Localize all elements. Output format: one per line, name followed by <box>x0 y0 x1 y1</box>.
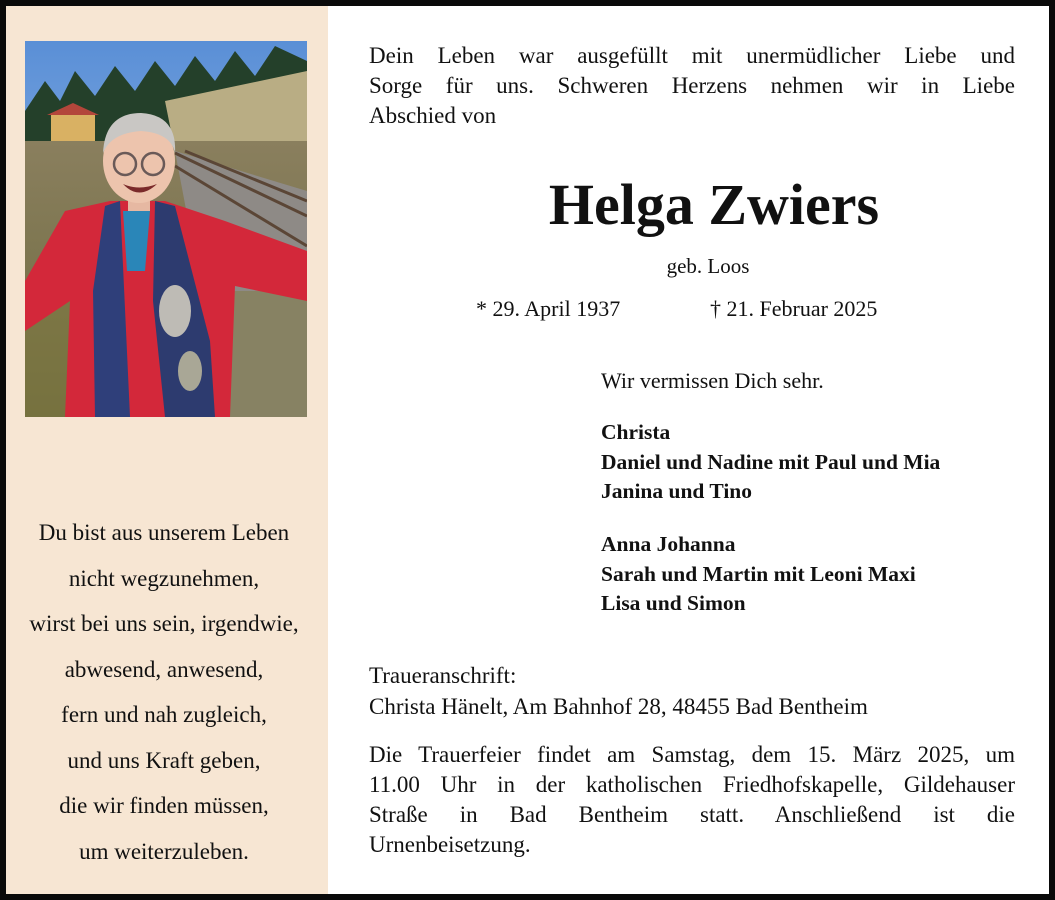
poem-line: und uns Kraft geben, <box>67 747 261 773</box>
deceased-name <box>369 170 1015 240</box>
family-group-1 <box>601 418 940 507</box>
maiden-name <box>369 254 1015 279</box>
family-group-2 <box>601 530 916 619</box>
family-member: Anna Johanna <box>601 532 736 556</box>
intro-line: Dein Leben war ausgefüllt mit unermüdlicher Liebe und <box>369 43 1015 68</box>
portrait-photo <box>25 41 307 417</box>
intro-text <box>369 41 1015 131</box>
death-date: † 21. Februar 2025 <box>710 296 878 321</box>
family-member: Lisa und Simon <box>601 591 746 615</box>
family-member: Sarah und Martin mit Leoni Maxi <box>601 561 916 586</box>
intro-line: Abschied von <box>369 103 497 128</box>
birth-date: * 29. April 1937 <box>476 296 621 321</box>
poem-line: Du bist aus unserem Leben <box>38 520 290 545</box>
poem <box>6 510 322 874</box>
ceremony-line: Urnenbeisetzung. <box>369 832 531 857</box>
poem-line: wirst bei uns sein, irgendwie, <box>29 611 299 636</box>
miss-line: Wir vermissen Dich sehr. <box>601 368 824 393</box>
family-member: Christa <box>601 420 671 444</box>
ceremony-line: 11.00 Uhr in der katholischen Friedhofskapelle, Gildehauser <box>369 772 1015 797</box>
family-member: Janina und Tino <box>601 479 753 503</box>
maiden-name-text: geb. Loos <box>666 254 750 278</box>
intro-line: Sorge für uns. Schweren Herzens nehmen wir in Liebe <box>369 73 1015 98</box>
mourning-address <box>369 660 868 722</box>
ceremony-line: Die Trauerfeier findet am Samstag, dem 15. März 2025, um <box>369 742 1015 767</box>
ceremony-info <box>369 740 1015 860</box>
poem-line: nicht wegzunehmen, <box>68 565 260 591</box>
address-label: Traueranschrift: <box>369 663 517 688</box>
poem-line: fern und nah zugleich, <box>61 702 267 727</box>
address-text: Christa Hänelt, Am Bahnhof 28, 48455 Bad Bentheim <box>369 694 868 719</box>
poem-line: die wir finden müssen, <box>59 793 269 818</box>
poem-line: um weiterzuleben. <box>79 838 249 864</box>
poem-line: abwesend, anwesend, <box>64 656 264 682</box>
family-member: Daniel und Nadine mit Paul und Mia <box>601 449 941 474</box>
deceased-name-text: Helga Zwiers <box>548 172 880 237</box>
ceremony-line: Straße in Bad Bentheim statt. Anschließend ist die <box>369 802 1015 827</box>
